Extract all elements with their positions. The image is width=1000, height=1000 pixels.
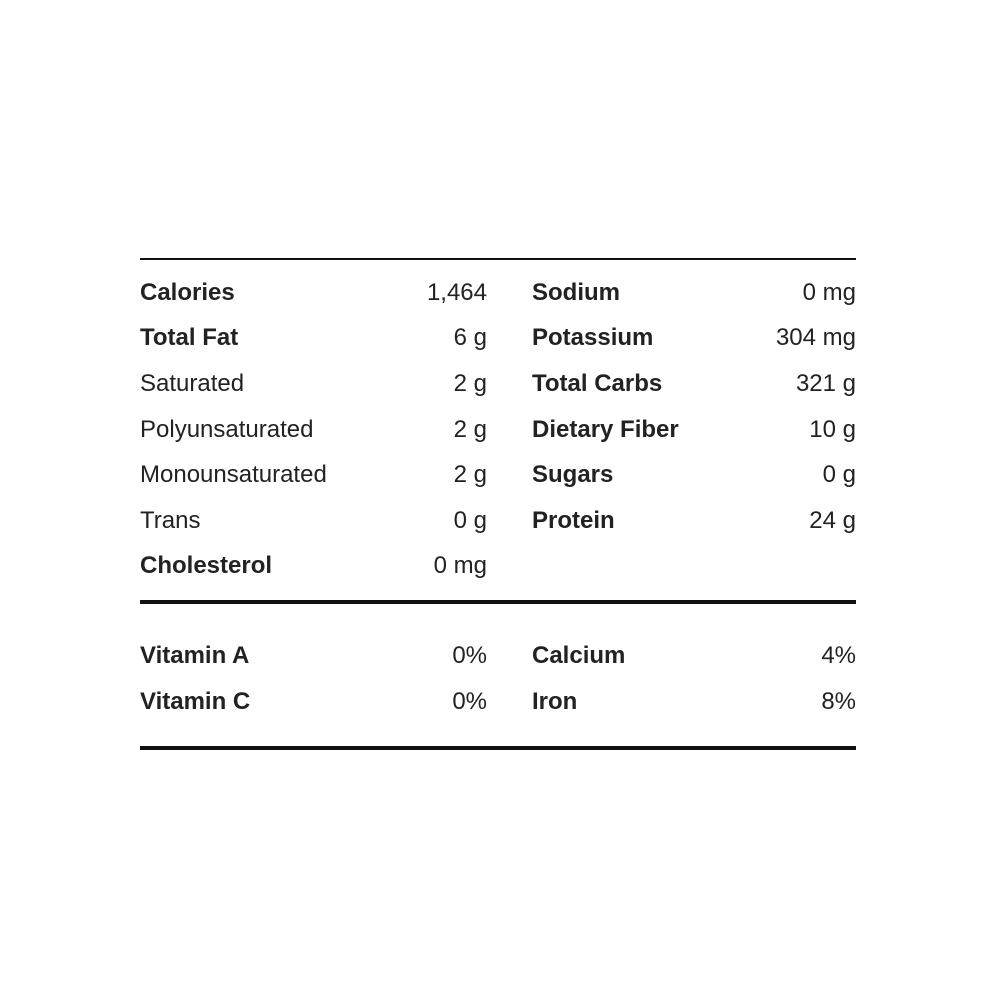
nutrition-facts-panel bbox=[140, 258, 856, 750]
vitamin-row-vitamin-a bbox=[140, 633, 487, 679]
nutrient-row-trans bbox=[140, 498, 487, 544]
nutrients-left-column bbox=[140, 270, 487, 589]
vitamin-label: Calcium bbox=[532, 641, 626, 669]
nutrient-row-potassium bbox=[532, 316, 856, 362]
nutrient-row-saturated bbox=[140, 361, 487, 407]
nutrient-value: 0 mg bbox=[802, 278, 856, 306]
nutrients-right-column bbox=[532, 270, 856, 589]
nutrient-value: 6 g bbox=[453, 324, 487, 352]
nutrient-label: Protein bbox=[532, 506, 615, 534]
vitamin-value: 4% bbox=[821, 641, 856, 669]
nutrient-row-cholesterol bbox=[140, 544, 487, 590]
nutrient-label: Calories bbox=[140, 278, 235, 306]
nutrient-value: 24 g bbox=[809, 506, 856, 534]
nutrient-row-total-carbs bbox=[532, 361, 856, 407]
nutrient-label: Potassium bbox=[532, 324, 654, 352]
nutrient-label: Polyunsaturated bbox=[140, 415, 314, 443]
nutrients-section bbox=[140, 260, 856, 600]
nutrient-label: Dietary Fiber bbox=[532, 415, 679, 443]
nutrient-row-sodium bbox=[532, 270, 856, 316]
nutrient-row-dietary-fiber bbox=[532, 407, 856, 453]
nutrient-label: Sugars bbox=[532, 461, 614, 489]
nutrient-value: 2 g bbox=[453, 369, 487, 397]
vitamin-value: 8% bbox=[821, 687, 856, 715]
nutrient-label: Total Fat bbox=[140, 324, 239, 352]
vitamins-right-column bbox=[532, 633, 856, 724]
nutrient-row-sugars bbox=[532, 452, 856, 498]
vitamin-row-calcium bbox=[532, 633, 856, 679]
vitamin-row-iron bbox=[532, 679, 856, 725]
nutrient-label: Sodium bbox=[532, 278, 620, 306]
vitamins-section bbox=[140, 604, 856, 746]
vitamin-row-vitamin-c bbox=[140, 679, 487, 725]
nutrient-label: Trans bbox=[140, 506, 201, 534]
nutrient-value: 1,464 bbox=[426, 278, 487, 306]
nutrient-row-monounsaturated bbox=[140, 452, 487, 498]
nutrient-value: 321 g bbox=[795, 369, 856, 397]
nutrient-label: Monounsaturated bbox=[140, 461, 327, 489]
nutrient-row-calories bbox=[140, 270, 487, 316]
nutrient-row-total-fat bbox=[140, 316, 487, 362]
nutrient-value: 0 g bbox=[822, 461, 856, 489]
nutrient-label: Total Carbs bbox=[532, 369, 663, 397]
nutrient-value: 2 g bbox=[453, 461, 487, 489]
vitamin-value: 0% bbox=[452, 641, 487, 669]
vitamins-left-column bbox=[140, 633, 487, 724]
vitamin-label: Vitamin A bbox=[140, 641, 250, 669]
nutrient-value: 10 g bbox=[809, 415, 856, 443]
bottom-divider bbox=[140, 746, 856, 750]
nutrient-row-polyunsaturated bbox=[140, 407, 487, 453]
nutrient-value: 304 mg bbox=[775, 324, 856, 352]
nutrient-label: Saturated bbox=[140, 369, 245, 397]
nutrient-label: Cholesterol bbox=[140, 552, 273, 580]
vitamin-label: Iron bbox=[532, 687, 578, 715]
vitamin-value: 0% bbox=[452, 687, 487, 715]
nutrient-value: 0 g bbox=[453, 506, 487, 534]
nutrient-value: 0 mg bbox=[433, 552, 487, 580]
nutrient-row-protein bbox=[532, 498, 856, 544]
vitamin-label: Vitamin C bbox=[140, 687, 251, 715]
nutrient-value: 2 g bbox=[453, 415, 487, 443]
